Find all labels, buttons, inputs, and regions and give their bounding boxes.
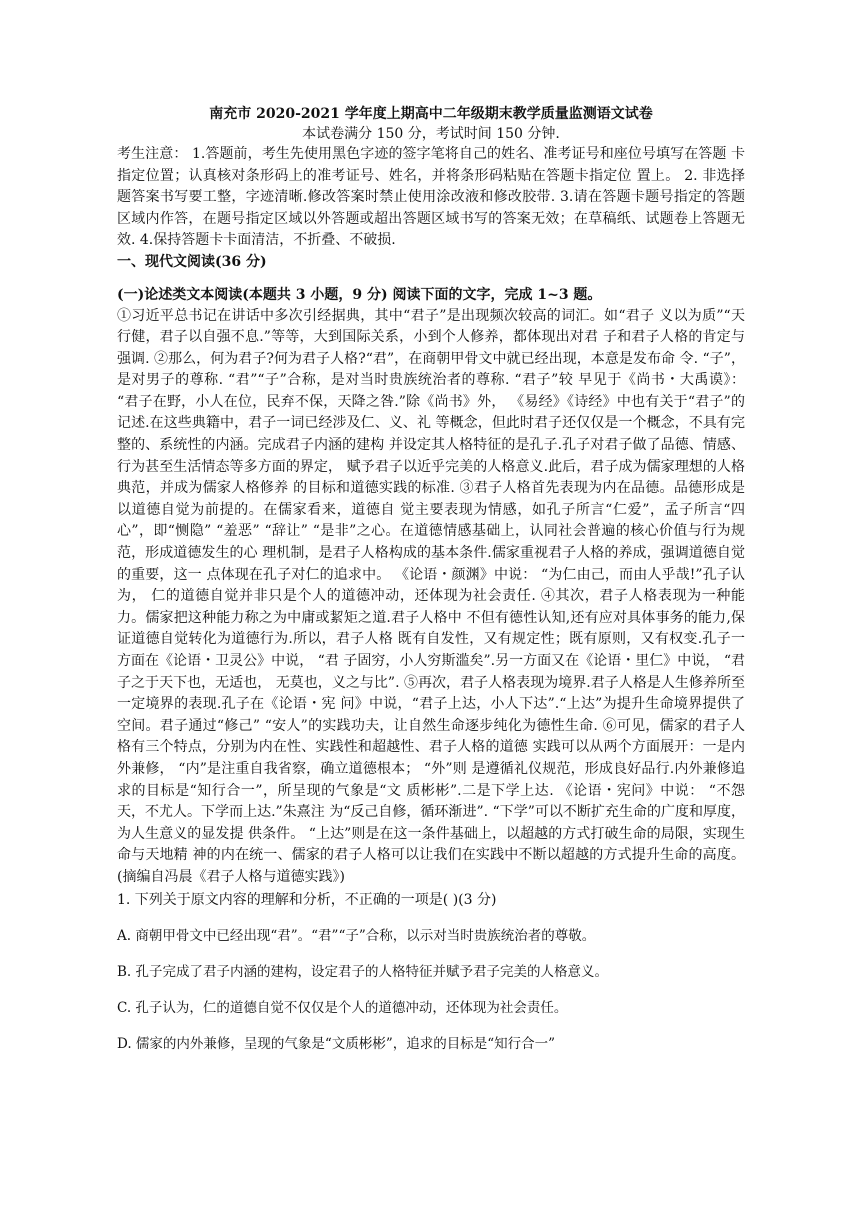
reading-passage: ①习近平总书记在讲话中多次引经据典，其中“君子”是出现频次较高的词汇。如“君子 义以为质”“天行健，君子以自强不息.”等等，大到国际关系，小到个人修养，都体现出对君 子和君子人格的肯定与强调. ②那么，何为君子?何为君子人格?“君”，在商朝甲骨文中就已经出现，本意是发布命 令. “子”，是对男子的尊称. “君”“子”合称，是对当时贵族统治者的尊称. “君子”较 早见于《尚书・大禹谟》： “君子在野，小人在位，民弃不保，天降之咎.”除《尚书》外， 《易经》《诗经》中也有关于“君子”的记述.在这些典籍中，君子一词已经涉及仁、义、礼 等概念，但此时君子还仅仅是一个概念，不具有完整的、系统性的内涵。完成君子内涵的建构 并设定其人格特征的是孔子.孔子对君子做了品德、情感、行为甚至生活情态等多方面的界定， 赋予君子以近乎完美的人格意义.此后，君子成为儒家理想的人格典范，并成为儒家人格修养 的目标和道德实践的标准. ③君子人格首先表现为内在品德。品德形成是以道德自觉为前提的。在儒家看来，道德自 觉主要表现为情感，如孔子所言“仁爱”，孟子所言“四心”，即“恻隐” “羞恶” “辞让” “是非”之心。在道德情感基础上，认同社会普遍的核心价值与行为规范，形成道德发生的心 理机制，是君子人格构成的基本条件.儒家重视君子人格的养成，强调道德自觉的重要，这一 点体现在孔子对仁的追求中。 《论语・颜渊》中说： “为仁由己，而由人乎哉!”孔子认为， 仁的道德自觉并非只是个人的道德冲动，还体现为社会责任. ④其次，君子人格表现为一种能力。儒家把这种能力称之为中庸或絜矩之道.君子人格中 不但有德性认知,还有应对具体事务的能力,保证道德自觉转化为道德行为.所以，君子人格 既有自发性，又有规定性；既有原则，又有权变.孔子一方面在《论语・卫灵公》中说， “君 子固穷，小人穷斯滥矣”.另一方面又在《论语・里仁》中说， “君子之于天下也，无适也， 无莫也，义之与比”. ⑤再次，君子人格表现为境界.君子人格是人生修养所至一定境界的表现.孔子在《论语・宪 问》中说，“君子上达，小人下达”.“上达”为提升生命境界提供了空间。君子通过“修己” “安人”的实践功夫，让自然生命逐步纯化为德性生命. ⑥可见，儒家的君子人格有三个特点，分别为内在性、实践性和超越性、君子人格的道德 实践可以从两个方面展开：一是内外兼修， “内”是注重自我省察，确立道德根本； “外”则 是遵循礼仪规范，形成良好品行.内外兼修追求的目标是“知行合一”，所呈现的气象是“文 质彬彬”.二是下学上达. 《论语・宪问》中说： “不怨天，不尤人。下学而上达.”朱熹注 为“反己自修，循环渐进”. “下学”可以不断扩充生命的广度和厚度，为人生意义的显发提 供条件。 “上达”则是在这一条件基础上，以超越的方式打破生命的局限，实现生命与天地精 神的内在统一、儒家的君子人格可以让我们在实践中不断以超越的方式提升生命的高度。(摘编自冯晨《君子人格与道德实践》) (117, 307, 745, 885)
exam-subtitle: 本试卷满分 150 分，考试时间 150 分钟. (302, 126, 560, 142)
sub-section-heading: (一)论述类文本阅读(本题共 3 小题，9 分) 阅读下面的文字，完成 1~3 题。 (117, 286, 602, 303)
section-heading: 一、现代文阅读(36 分) (117, 253, 267, 270)
answer-options (117, 925, 745, 1055)
exam-title: 南充市 2020-2021 学年度上期高中二年级期末教学质量监测语文试卷 (209, 106, 653, 122)
option-b: B. 孔子完成了君子内涵的建构，设定君子的人格特征并赋予君子完美的人格意义。 (117, 963, 609, 980)
question-stem: 1. 下列关于原文内容的理解和分析，不正确的一项是( )(3 分) (117, 891, 497, 908)
exam-notes: 考生注意： 1.答题前，考生先使用黑色字迹的签字笔将自己的姓名、准考证号和座位号填写在答题 卡指定位置；认真核对条形码上的准考证号、姓名，并将条形码粘贴在答题卡指定位 置上。 2. 非选择题答案书写要工整，字迹清晰.修改答案时禁止使用涂改液和修改胶带. 3.请在答题卡题号指定的答题区域内作答，在题号指定区域以外答题或超出答题区域书写的答案无效；在草稿纸、试题卷上答题无效. 4.保持答题卡卡面清洁，不折叠、不破损. (117, 146, 745, 248)
option-a: A. 商朝甲骨文中已经出现“君”。“君”“子”合称，以示对当时贵族统治者的尊敬。 (117, 927, 596, 944)
option-c: C. 孔子认为，仁的道德自觉不仅仅是个人的道德冲动，还体现为社会责任。 (117, 999, 568, 1016)
exam-page (117, 104, 745, 1069)
option-d: D. 儒家的内外兼修，呈现的气象是“文质彬彬”，追求的目标是“知行合一” (117, 1035, 556, 1052)
